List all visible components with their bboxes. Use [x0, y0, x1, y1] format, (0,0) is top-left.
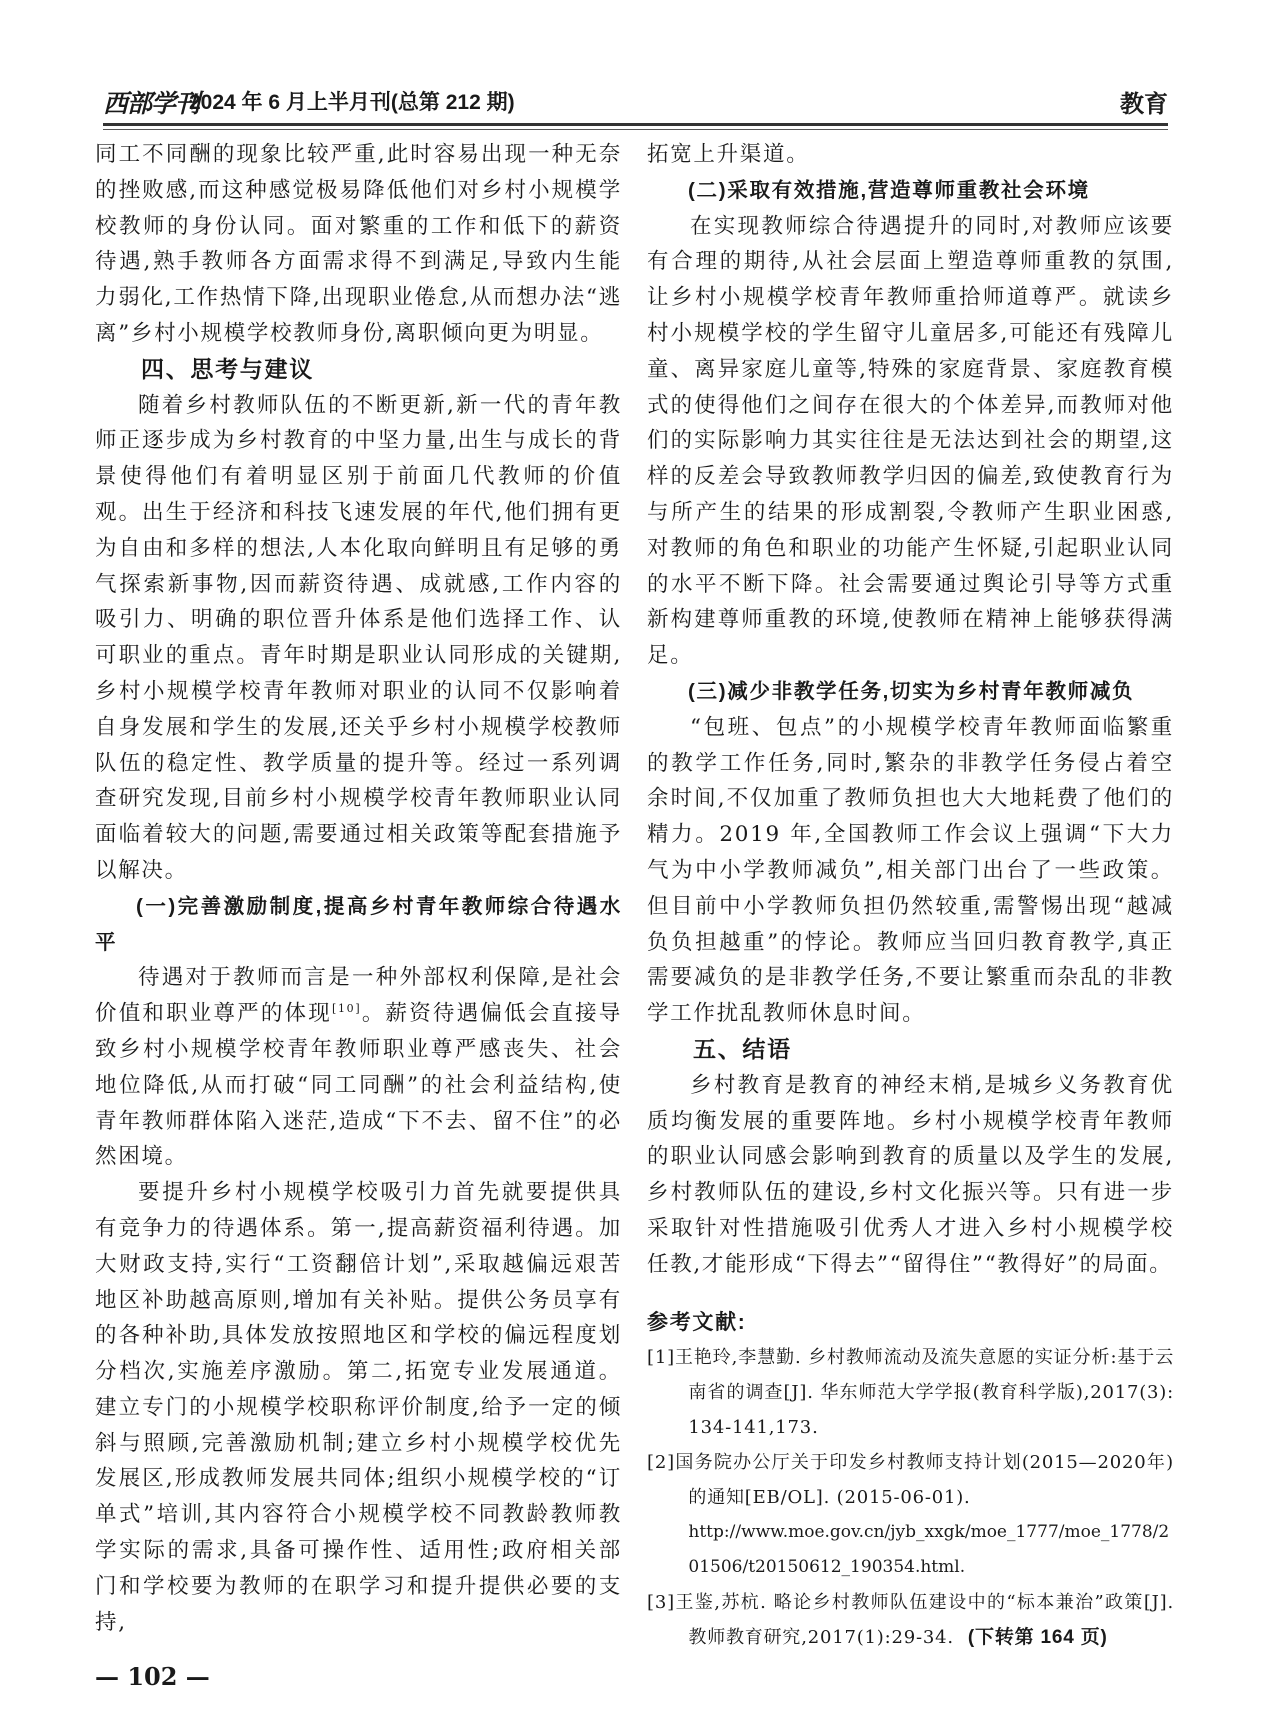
reference-item	[647, 1585, 1174, 1655]
section-heading: 五、结语	[693, 1035, 792, 1062]
subsection-heading: (三)减少非教学任务,切实为乡村青年教师减负	[688, 679, 1135, 703]
continued-note: (下转第 164 页)	[967, 1627, 1108, 1649]
left-column	[95, 137, 622, 1640]
header-rule	[103, 123, 1168, 126]
issue-info: 2024 年 6 月上半月刊(总第 212 期)	[189, 91, 515, 114]
paragraph: “包班、包点”的小规模学校青年教师面临繁重的教学工作任务,同时,繁杂的非教学任务侵占着空余时间,不仅加重了教师负担也大大地耗费了他们的精力。2019 年,全国教师工作会议上强调“下大力气为中小学教师减负”,相关部门出台了一些政策。但目前中小学教师负担仍然较重,需警惕出现“越减负负担越重”的悖论。教师应当回归教育教学,真正需要减负的是非教学任务,不要让繁重而杂乱的非教学工作扰乱教师休息时间。	[647, 714, 1174, 1027]
paragraph	[95, 960, 622, 1175]
paragraph-text: 待遇对于教师而言是一种外部权利保障,是社会价值和职业尊严的体现	[95, 965, 622, 1027]
paragraph: 拓宽上升渠道。	[647, 142, 810, 167]
paragraph: 同工不同酬的现象比较严重,此时容易出现一种无奈的挫败感,而这种感觉极易降低他们对乡村小规模学校教师的身份认同。面对繁重的工作和低下的薪资待遇,熟手教师各方面需求得不到满足,导致内生能力弱化,工作热情下降,出现职业倦怠,从而想办法“逃离”乡村小规模学校教师身份,离职倾向更为明显。	[95, 142, 622, 346]
section-name: 教育	[1120, 91, 1168, 118]
paragraph: 要提升乡村小规模学校吸引力首先就要提供具有竞争力的待遇体系。第一,提高薪资福利待遇。加大财政支持,实行“工资翻倍计划”,采取越偏远艰苦地区补助越高原则,增加有关补贴。提供公务员享有的各种补助,具体发放按照地区和学校的偏远程度划分档次,实施差序激励。第二,拓宽专业发展通道。建立专门的小规模学校职称评价制度,给予一定的倾斜与照顾,完善激励机制;建立乡村小规模学校优先发展区,形成教师发展共同体;组织小规模学校的“订单式”培训,其内容符合小规模学校不同教龄教师教学实际的需求,具备可操作性、适用性;政府相关部门和学校要为教师的在职学习和提升提供必要的支持,	[95, 1180, 622, 1635]
right-column	[647, 137, 1174, 1655]
reference-item: [1]王艳玲,李慧勤. 乡村教师流动及流失意愿的实证分析:基于云南省的调查[J]. 华东师范大学学报(教育科学版),2017(3):134-141,173.	[647, 1347, 1174, 1439]
paragraph: 在实现教师综合待遇提升的同时,对教师应该要有合理的期待,从社会层面上塑造尊师重教的氛围,让乡村小规模学校青年教师重拾师道尊严。就读乡村小规模学校的学生留守儿童居多,可能还有残障儿童、离异家庭儿童等,特殊的家庭背景、家庭教育模式的使得他们之间存在很大的个体差异,而教师对他们的实际影响力其实往往是无法达到社会的期望,这样的反差会导致教师教学归因的偏差,致使教育行为与所产生的结果的形成割裂,令教师产生职业困惑,对教师的角色和职业的功能产生怀疑,引起职业认同的水平不断下降。社会需要通过舆论引导等方式重新构建尊师重教的环境,使教师在精神上能够获得满足。	[647, 213, 1174, 669]
header-rule-thin	[103, 129, 1168, 130]
subsection-heading: (二)采取有效措施,营造尊师重教社会环境	[688, 178, 1090, 202]
paragraph-text: 。薪资待遇偏低会直接导致乡村小规模学校青年教师职业尊严感丧失、社会地位降低,从而打破“同工同酬”的社会利益结构,使青年教师群体陷入迷茫,造成“下不去、留不住”的必然困境。	[95, 1001, 622, 1170]
reference-item	[647, 1445, 1174, 1585]
paragraph: 乡村教育是教育的神经末梢,是城乡义务教育优质均衡发展的重要阵地。乡村小规模学校青年教师的职业认同感会影响到教育的质量以及学生的发展,乡村教师队伍的建设,乡村文化振兴等。只有进一步采取针对性措施吸引优秀人才进入乡村小规模学校任教,才能形成“下得去”“留得住”“教得好”的局面。	[647, 1072, 1174, 1277]
paragraph: 随着乡村教师队伍的不断更新,新一代的青年教师正逐步成为乡村教育的中坚力量,出生与成长的背景使得他们有着明显区别于前面几代教师的价值观。出生于经济和科技飞速发展的年代,他们拥有更为自由和多样的想法,人本化取向鲜明且有足够的勇气探索新事物,因而薪资待遇、成就感,工作内容的吸引力、明确的职位晋升体系是他们选择工作、认可职业的重点。青年时期是职业认同形成的关键期,乡村小规模学校青年教师对职业的认同不仅影响着自身发展和学生的发展,还关乎乡村小规模学校教师队伍的稳定性、教学质量的提升等。经过一系列调查研究发现,目前乡村小规模学校青年教师职业认同面临着较大的问题,需要通过相关政策等配套措施予以解决。	[95, 392, 622, 883]
references-title: 参考文献:	[647, 1310, 747, 1334]
reference-text: [3]王鉴,苏杭. 略论乡村教师队伍建设中的“标本兼治”政策[J]. 教师教育研究,2017(1):29-34.	[647, 1592, 1174, 1649]
reference-url[interactable]: http://www.moe.gov.cn/jyb_xxgk/moe_1777/moe_1778/201506/t20150612_190354.html.	[688, 1522, 1170, 1578]
section-heading: 四、思考与建议	[141, 355, 314, 382]
reference-text: [2]国务院办公厅关于印发乡村教师支持计划(2015—2020年)的通知[EB/OL]. (2015-06-01).	[647, 1452, 1174, 1509]
running-header	[103, 82, 1168, 120]
subsection-heading: (一)完善激励制度,提高乡村青年教师综合待遇水平	[95, 894, 622, 954]
journal-logo: 西部学刊	[103, 89, 200, 118]
citation: [10]	[331, 1001, 362, 1015]
page-number: — 102 —	[95, 1662, 210, 1691]
